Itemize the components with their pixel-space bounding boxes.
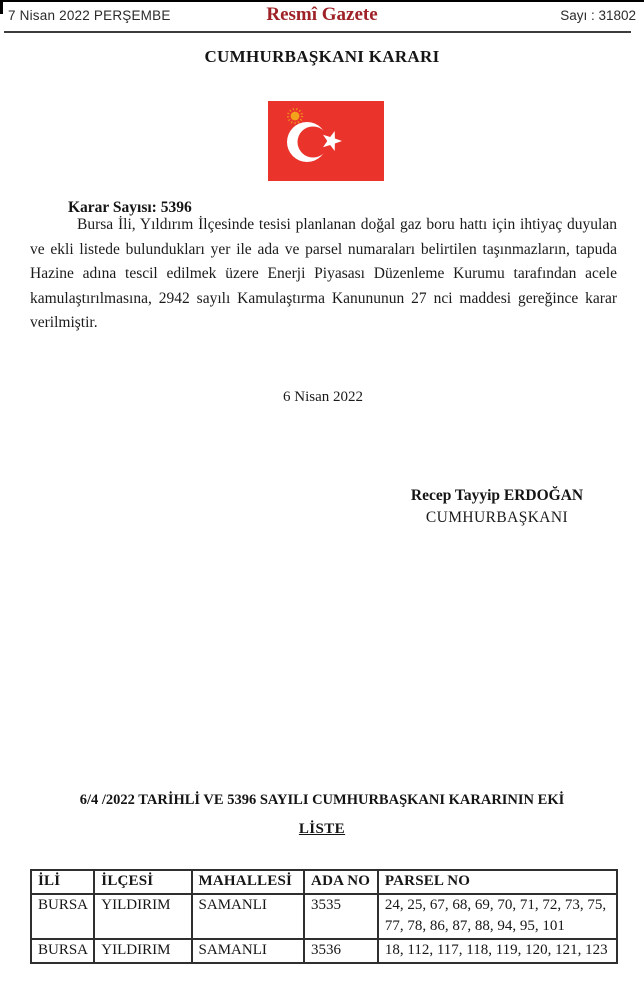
cell-ili: BURSA [31, 894, 94, 939]
table-header-ili: İLİ [31, 870, 94, 894]
gazette-issue-number: Sayı : 31802 [560, 8, 636, 23]
cell-ilcesi: YILDIRIM [94, 894, 191, 939]
cell-mahallesi: SAMANLI [192, 894, 305, 939]
table-header-row [31, 870, 617, 894]
annex-list-heading: LİSTE [298, 821, 346, 837]
table-row [31, 939, 617, 963]
cell-ada-no: 3535 [304, 894, 378, 939]
cell-ilcesi: YILDIRIM [94, 939, 191, 963]
cell-mahallesi: SAMANLI [192, 939, 305, 963]
table-header-mahallesi: MAHALLESİ [192, 870, 305, 894]
cell-ili: BURSA [31, 939, 94, 963]
decision-number: Karar Sayısı: 5396 [68, 199, 192, 216]
table-header-parsel-no: PARSEL NO [378, 870, 617, 894]
decree-body-paragraph: Bursa İli, Yıldırım İlçesinde tesisi planlanan doğal gaz boru hattı için ihtiyaç duyulan ve ekli listede bulundukları yer ile ada ve parsel numaraları belirtilen taşınmazların, tapuda Hazine adına tescil edilmek üzere Enerji Piyasası Düzenleme Kurumu tarafından acele kamulaştırılmasına, 2942 sayılı Kamulaştırma Kanununun 27 nci maddesi gereğince karar verilmiştir. [30, 216, 617, 331]
turkish-presidential-flag-icon [268, 101, 384, 181]
gazette-date: 7 Nisan 2022 PERŞEMBE [8, 8, 171, 23]
cell-parsel-no: 24, 25, 67, 68, 69, 70, 71, 72, 73, 75, 77, 78, 86, 87, 88, 94, 95, 101 [378, 894, 617, 939]
table-row [31, 894, 617, 939]
decree-heading: CUMHURBAŞKANI KARARI [204, 47, 440, 66]
decree-date: 6 Nisan 2022 [283, 389, 363, 405]
annex-title: 6/4 /2022 TARİHLİ VE 5396 SAYILI CUMHURBAŞKANI KARARININ EKİ [79, 792, 565, 808]
parcel-table [30, 869, 618, 964]
cell-ada-no: 3536 [304, 939, 378, 963]
header-divider [4, 31, 631, 33]
gazette-title: Resmî Gazete [266, 4, 378, 25]
table-header-ada-no: ADA NO [304, 870, 378, 894]
signature-block [377, 487, 617, 527]
cell-parsel-no: 18, 112, 117, 118, 119, 120, 121, 123 [378, 939, 617, 963]
signature-title: CUMHURBAŞKANI [425, 509, 569, 526]
signature-name: Recep Tayyip ERDOĞAN [410, 487, 584, 504]
scan-artifact-top-bar [0, 0, 644, 2]
table-header-ilcesi: İLÇESİ [94, 870, 191, 894]
